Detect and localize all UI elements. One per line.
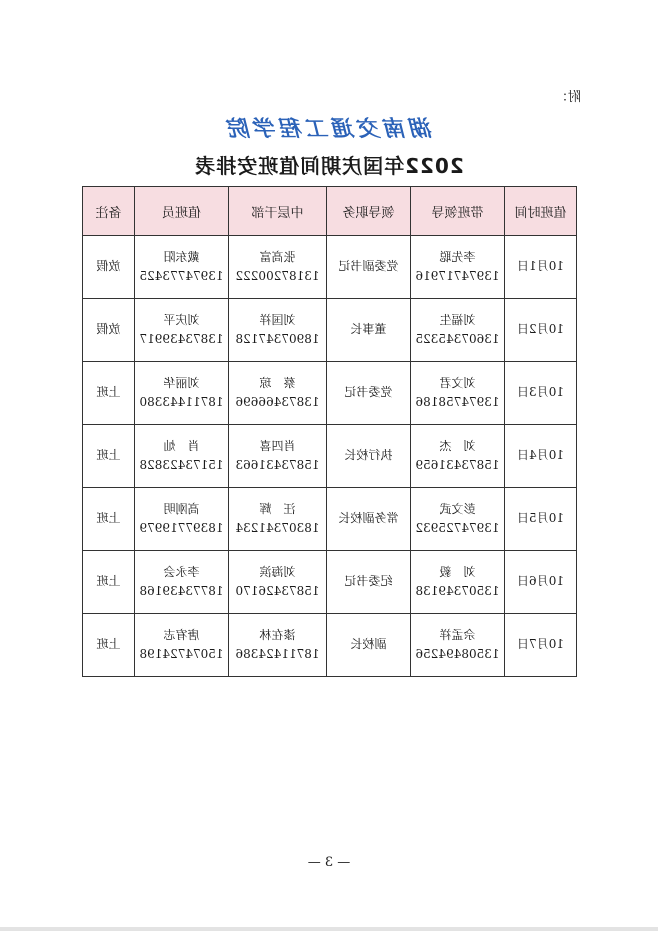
leader-name: 刘福生 (439, 312, 476, 327)
leader-phone: 13507349138 (415, 584, 500, 598)
staff-cell (135, 236, 229, 299)
leader-name: 刘 杰 (439, 438, 476, 453)
remark: 上班 (83, 551, 135, 614)
staff-name: 戴东阳 (163, 249, 200, 264)
staff-phone: 15173423828 (139, 458, 224, 472)
table-row (83, 362, 577, 425)
mid-cadre-name: 张高富 (259, 249, 296, 264)
table-row (83, 425, 577, 488)
staff-name: 刘丽华 (163, 375, 200, 390)
duty-date: 10月5日 (505, 488, 577, 551)
header-duty-staff: 值班员 (135, 187, 229, 236)
leader-cell (411, 551, 505, 614)
leader-position: 常务副校长 (327, 488, 411, 551)
header-duty-time: 值班时间 (505, 187, 577, 236)
staff-name: 李永会 (163, 564, 200, 579)
leader-cell (411, 425, 505, 488)
leader-position: 纪委书记 (327, 551, 411, 614)
staff-cell (135, 488, 229, 551)
mid-cadre-cell (229, 614, 327, 677)
page-title: 2022年国庆期间值班安排表 (194, 154, 464, 178)
mid-cadre-name: 蔡 琼 (259, 375, 296, 390)
mid-cadre-phone: 15873426170 (235, 584, 320, 598)
mid-cadre-phone: 13873466696 (235, 395, 320, 409)
mid-cadre-cell (229, 299, 327, 362)
college-name-calligraphy: 湖南交通工程学院 (225, 116, 434, 142)
mid-cadre-name: 汪 辉 (259, 501, 296, 516)
staff-name: 刘庆平 (163, 312, 200, 327)
leader-phone: 15873431659 (415, 458, 500, 472)
staff-phone: 13873439917 (139, 332, 224, 346)
table-row (83, 236, 577, 299)
staff-cell (135, 425, 229, 488)
mid-cadre-phone: 15873431663 (235, 458, 320, 472)
leader-position: 董事长 (327, 299, 411, 362)
duty-date: 10月2日 (505, 299, 577, 362)
staff-cell (135, 614, 229, 677)
mid-cadre-name: 漆在林 (259, 627, 296, 642)
duty-date: 10月6日 (505, 551, 577, 614)
header-leader: 带班领导 (411, 187, 505, 236)
leader-phone: 13607345325 (415, 332, 500, 346)
staff-cell (135, 299, 229, 362)
remark: 上班 (83, 362, 135, 425)
mid-cadre-cell (229, 551, 327, 614)
staff-phone: 18773439168 (139, 584, 224, 598)
leader-phone: 13974758186 (415, 395, 500, 409)
leader-position: 党委书记 (327, 362, 411, 425)
staff-phone: 15074724198 (139, 647, 224, 661)
duty-date: 10月4日 (505, 425, 577, 488)
leader-cell (411, 362, 505, 425)
remark: 上班 (83, 614, 135, 677)
leader-phone: 13974725932 (415, 521, 500, 535)
leader-phone: 13508494256 (415, 647, 500, 661)
table-row (83, 488, 577, 551)
leader-cell (411, 299, 505, 362)
staff-name: 高刚明 (163, 501, 200, 516)
mid-cadre-name: 肖四喜 (259, 438, 296, 453)
leader-name: 佘孟祥 (439, 627, 476, 642)
leader-name: 彭文武 (439, 501, 476, 516)
table-row (83, 614, 577, 677)
staff-phone: 18397719979 (139, 521, 224, 535)
mid-cadre-name: 刘国祥 (259, 312, 296, 327)
mid-cadre-phone: 13187200222 (235, 269, 320, 283)
header-middle-cadre: 中层干部 (229, 187, 327, 236)
remark: 放假 (83, 236, 135, 299)
duty-schedule-table (82, 186, 577, 677)
leader-name: 刘文君 (439, 375, 476, 390)
duty-date: 10月7日 (505, 614, 577, 677)
mid-cadre-name: 刘海滨 (259, 564, 296, 579)
mid-cadre-phone: 18907347128 (235, 332, 320, 346)
leader-position: 执行校长 (327, 425, 411, 488)
table-row (83, 299, 577, 362)
staff-phone: 13974773425 (139, 269, 224, 283)
page-bottom-divider (0, 927, 658, 931)
staff-phone: 18711443380 (139, 395, 224, 409)
table-row (83, 551, 577, 614)
leader-cell (411, 614, 505, 677)
remark: 放假 (83, 299, 135, 362)
leader-name: 李先聪 (439, 249, 476, 264)
leader-cell (411, 488, 505, 551)
staff-cell (135, 362, 229, 425)
mid-cadre-phone: 18307341234 (235, 521, 320, 535)
mid-cadre-phone: 18711424386 (235, 647, 320, 661)
staff-name: 唐宥志 (163, 627, 200, 642)
page-number: — 3 — (307, 855, 351, 870)
header-leader-position: 领导职务 (327, 187, 411, 236)
duty-date: 10月1日 (505, 236, 577, 299)
remark: 上班 (83, 425, 135, 488)
mid-cadre-cell (229, 236, 327, 299)
staff-cell (135, 551, 229, 614)
leader-phone: 13974717916 (415, 269, 500, 283)
mid-cadre-cell (229, 362, 327, 425)
attachment-label: 附： (555, 90, 582, 105)
leader-cell (411, 236, 505, 299)
mid-cadre-cell (229, 488, 327, 551)
leader-position: 副校长 (327, 614, 411, 677)
duty-date: 10月3日 (505, 362, 577, 425)
remark: 上班 (83, 488, 135, 551)
staff-name: 肖 灿 (163, 438, 200, 453)
leader-name: 刘 毅 (439, 564, 476, 579)
mid-cadre-cell (229, 425, 327, 488)
header-remarks: 备注 (83, 187, 135, 236)
table-header-row (83, 187, 577, 236)
leader-position: 党委副书记 (327, 236, 411, 299)
